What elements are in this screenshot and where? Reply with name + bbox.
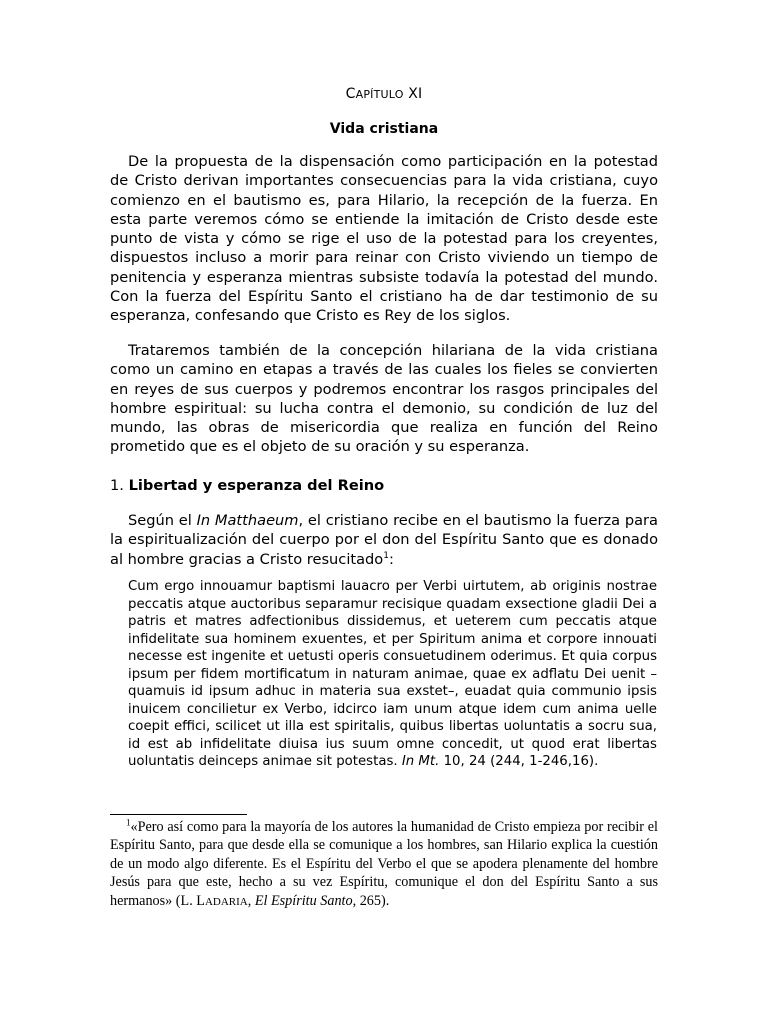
quote-reference-work: In Mt.	[401, 754, 440, 769]
chapter-initial: C	[345, 86, 356, 102]
footnote-text: «Pero así como para la mayoría de los autores la humanidad de Cristo empieza por recibir el Espíritu Santo, para que desde ella se comunique a los hombres, san Hilario explica la cuestión de un modo algo diferente. Es el Espíritu del Verbo el que se apodera plenamente del hombre Jesús para que este, hecho a su vez Espíritu, comunique el don del Espíritu Santo a sus hermanos» (L.	[110, 819, 658, 909]
latin-quote	[128, 578, 657, 771]
footnote-separator	[110, 814, 247, 815]
footnote-work-title: El Espíritu Santo	[254, 892, 353, 909]
footnote	[110, 818, 658, 911]
paragraph-3-work-title: In Matthaeum	[196, 512, 299, 529]
footnote-separator-text: ,	[247, 892, 255, 909]
paragraph-3	[110, 511, 658, 569]
paragraph-1: De la propuesta de la dispensación como participación en la potestad de Cristo derivan importantes consecuencias para la vida cristiana, cuyo comienzo en el bautismo es, para Hilario, la recepción de la fuerza. En esta parte veremos cómo se entiende la imitación de Cristo desde este punto de vista y cómo se rige el uso de la potestad para los creyentes, dispuestos incluso a morir para reinar con Cristo viviendo un tiempo de penitencia y esperanza mientras subsiste todavía la potestad del mundo. Con la fuerza del Espíritu Santo el cristiano ha de dar testimonio de su esperanza, confesando que Cristo es Rey de los siglos.	[110, 153, 658, 325]
footnote-author-name: ADARIA	[204, 895, 248, 908]
section-title: Libertad y esperanza del Reino	[128, 477, 385, 494]
paragraph-3-body: , el cristiano recibe en el bautismo la fuerza para la espiritualización del cuerpo por el don del Espíritu Santo que es donado al hombre gracias a Cristo resucitado	[110, 512, 658, 568]
section-heading	[110, 477, 384, 494]
quote-text: Cum ergo innouamur baptismi lauacro per Verbi uirtutem, ab originis nostrae peccatis atque auctoribus separamur recisique quadam exsectione gladii Dei a patris et matres adfectionibus dissidemus, et ueterem cum peccatis atque infidelitate sua hominem exuentes, et per Spiritum anima et corpore innouati necesse est ingenite et uetusti operis consuetudinem oderimus. Et quia corpus ipsum per fidem mortificatum in naturam animae, quae ex adflatu Dei uenit –quamuis id ipsum adhuc in materia sua exstet–, euadat quia communio ipsis inuicem concilietur ex Verbo, idcirco iam unum atque idem cum anima uelle coepit effici, scilicet ut illa est spiritalis, quibus libertas uoluntatis a socru sua, id est ab infidelitate diuisa ius suum omne concedit, ut quod erat libertas uoluntatis deinceps animae sit potestas.	[128, 579, 657, 769]
section-number: 1.	[110, 477, 124, 494]
paragraph-3-lead: Según el	[128, 512, 197, 529]
chapter-number: XI	[403, 86, 423, 102]
paragraph-2: Trataremos también de la concepción hilariana de la vida cristiana como un camino en etapas a través de las cuales los fieles se convierten en reyes de sus cuerpos y podremos encontrar los rasgos principales del hombre espiritual: su lucha contra el demonio, su condición de luz del mundo, las obras de misericordia que realiza en función del Reino prometido que es el objeto de su oración y su esperanza.	[110, 342, 658, 456]
footnote-author-initial: L	[196, 892, 205, 909]
footnote-mark: 1	[126, 817, 131, 828]
chapter-title: Vida cristiana	[329, 121, 439, 137]
paragraph-3-end: :	[388, 550, 394, 568]
quote-reference: 10, 24 (244, 1-246,16).	[439, 754, 599, 769]
footnote-reference[interactable]: 1	[383, 550, 389, 561]
chapter-word: APÍTULO	[355, 88, 404, 101]
footnote-end: , 265).	[352, 892, 390, 909]
chapter-heading	[0, 86, 768, 102]
